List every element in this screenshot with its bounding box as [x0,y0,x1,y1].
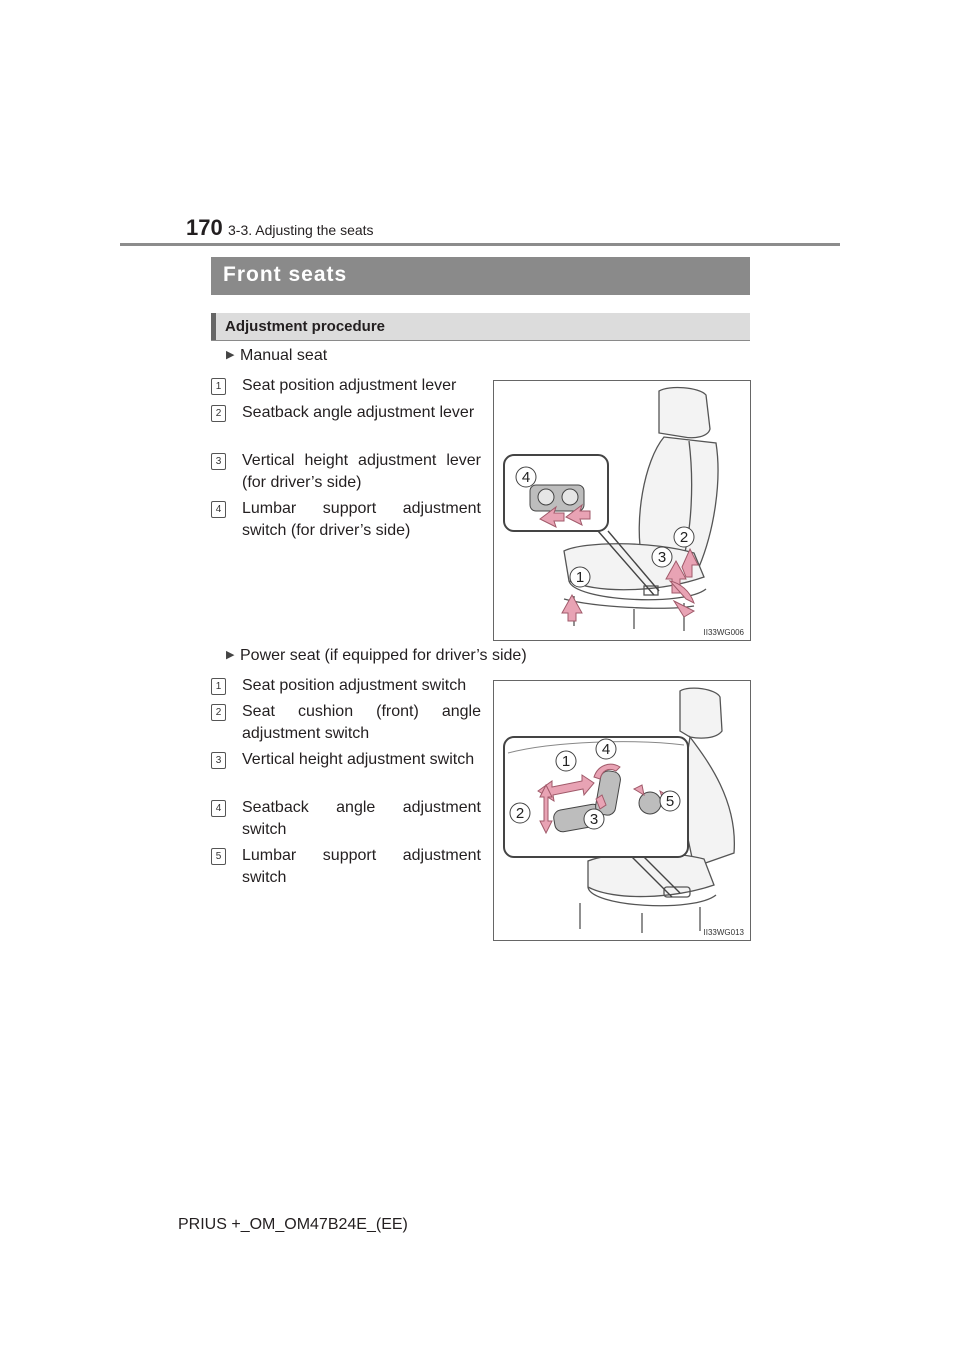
callout-2: 2 [679,529,689,546]
callout-2: 2 [515,805,525,822]
callout-1: 1 [575,569,585,586]
item-number: 2 [211,704,226,721]
triangle-bullet-icon: ▶ [226,349,235,361]
list-item [211,675,481,697]
list-item [211,797,481,841]
figure-code: II33WG013 [703,928,744,937]
item-text: Vertical height adjustment switch [242,751,475,768]
manual-seat-label-text: Manual seat [240,347,328,364]
callout-3: 3 [657,549,667,566]
item-text: Seat cushion (front) angle adjustment switch [242,703,481,742]
list-item [211,845,481,889]
item-text: Seatback angle adjustment lever [242,404,475,421]
manual-seat-figure [493,380,751,641]
list-item [211,701,481,745]
page-title: Front seats [211,257,750,295]
power-seat-label [226,647,527,665]
item-number: 2 [211,405,226,422]
item-text: Seat position adjustment switch [242,677,467,694]
item-text: Seatback angle adjustment switch [242,799,481,838]
page-number: 170 [186,215,223,240]
item-text: Vertical height adjustment lever (for driver’s side) [242,452,481,491]
manual-seat-label [226,347,327,365]
item-text: Seat position adjustment lever [242,377,457,394]
item-number: 1 [211,678,226,695]
list-item [211,402,481,424]
list-item [211,498,481,542]
list-item [211,749,481,771]
power-seat-label-text: Power seat (if equipped for driver’s side) [240,647,527,664]
item-number: 4 [211,800,226,817]
item-number: 5 [211,848,226,865]
header-rule [120,243,840,246]
item-number: 1 [211,378,226,395]
item-number: 4 [211,501,226,518]
callout-1: 1 [561,753,571,770]
callout-3: 3 [589,811,599,828]
item-number: 3 [211,453,226,470]
manual-seat-illustration [494,381,750,640]
power-seat-illustration [494,681,750,940]
section-heading: 3-3. Adjusting the seats [228,222,374,238]
list-item [211,375,481,397]
item-number: 3 [211,752,226,769]
subsection-title: Adjustment procedure [211,313,750,341]
figure-code: II33WG006 [703,628,744,637]
callout-4: 4 [521,469,531,486]
list-item [211,450,481,494]
item-text: Lumbar support adjustment switch (for driver’s side) [242,500,481,539]
footer-doc-id: PRIUS +_OM_OM47B24E_(EE) [178,1216,408,1233]
power-seat-figure [493,680,751,941]
callout-4: 4 [601,741,611,758]
item-text: Lumbar support adjustment switch [242,847,481,886]
triangle-bullet-icon: ▶ [226,649,235,661]
callout-5: 5 [665,793,675,810]
